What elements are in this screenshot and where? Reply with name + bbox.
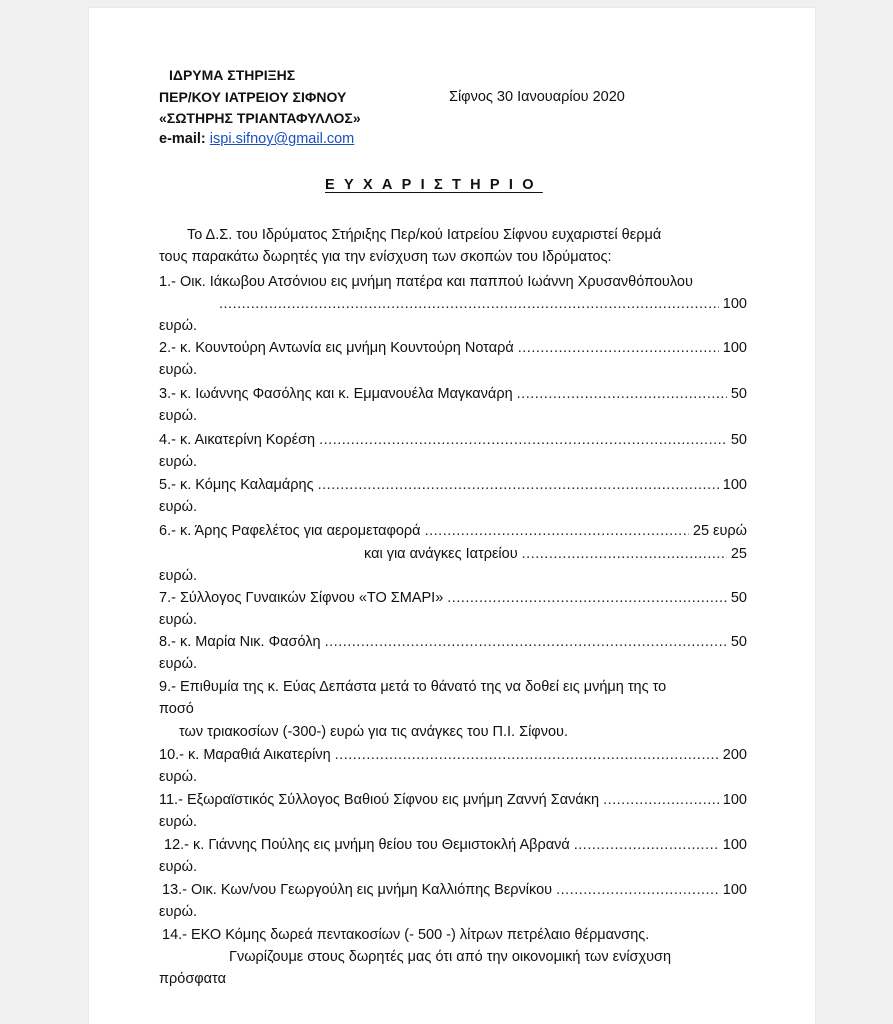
donor-11-currency: ευρώ. bbox=[159, 814, 197, 830]
donor-13-name: 13.- Οικ. Κων/νου Γεωργούλη εις μνήμη Καλλιόπης Βερνίκου bbox=[162, 882, 553, 898]
donor-6-currency: ευρώ. bbox=[159, 568, 197, 584]
donor-9-line-1: 9.- Επιθυμία της κ. Εύας Δεπάστα μετά το θάνατό της να δοθεί εις μνήμη της το bbox=[159, 679, 667, 695]
donor-10-currency: ευρώ. bbox=[159, 769, 197, 785]
donor-1-text: 1.- Οικ. Ιάκωβου Ατσόνιου εις μνήμη πατέρα και παππού Ιωάννη Χρυσανθόπουλου bbox=[159, 274, 693, 290]
donor-3-currency: ευρώ. bbox=[159, 408, 197, 424]
donor-2-amount: 100 bbox=[722, 340, 747, 356]
closing-line-2: πρόσφατα bbox=[159, 971, 226, 987]
donor-12-currency: ευρώ. bbox=[159, 859, 197, 875]
email-link[interactable]: ispi.sifnoy@gmail.com bbox=[209, 131, 355, 147]
donor-6b-amount: 25 bbox=[730, 546, 747, 562]
donor-7-row bbox=[159, 589, 747, 607]
closing-line-1: Γνωρίζουμε στους δωρητές μας ότι από την οικονομική των ενίσχυση bbox=[229, 949, 672, 965]
donor-5-name: 5.- κ. Κόμης Καλαμάρης bbox=[159, 477, 314, 493]
leader-dots bbox=[219, 295, 719, 313]
intro-line-1: Το Δ.Σ. του Ιδρύματος Στήριξης Περ/κού Ιατρείου Σίφνου ευχαριστεί θερμά bbox=[187, 227, 662, 243]
donor-2-currency: ευρώ. bbox=[159, 362, 197, 378]
donor-13-amount: 100 bbox=[722, 882, 747, 898]
donor-5-amount: 100 bbox=[722, 477, 747, 493]
donor-7-name: 7.- Σύλλογος Γυναικών Σίφνου «ΤΟ ΣΜΑΡΙ» bbox=[159, 590, 444, 606]
donor-8-row bbox=[159, 633, 747, 651]
donor-4-row bbox=[159, 431, 747, 449]
donor-12-name: 12.- κ. Γιάννης Πούλης εις μνήμη θείου του Θεμιστοκλή Αβρανά bbox=[164, 837, 570, 853]
donor-9-line-3: των τριακοσίων (-300-) ευρώ για τις ανάγκες του Π.Ι. Σίφνου. bbox=[179, 724, 568, 740]
org-name-line2: ΠΕΡ/ΚΟΥ ΙΑΤΡΕΙΟΥ ΣΙΦΝΟΥ bbox=[159, 89, 347, 105]
donor-13-currency: ευρώ. bbox=[159, 904, 197, 920]
donor-13-row bbox=[162, 881, 747, 899]
donor-11-row bbox=[159, 791, 747, 809]
donor-1-amount-row bbox=[219, 295, 747, 313]
leader-dots bbox=[319, 431, 727, 449]
donor-6-amount: 25 ευρώ bbox=[692, 523, 747, 539]
leader-dots bbox=[517, 385, 727, 403]
document-title: ΕΥΧΑΡΙΣΤΗΡΙΟ bbox=[325, 177, 543, 193]
leader-dots bbox=[556, 881, 719, 899]
leader-dots bbox=[574, 836, 719, 854]
donor-5-row bbox=[159, 476, 747, 494]
donor-14-text: 14.- ΕΚΟ Κόμης δωρεά πεντακοσίων (- 500 -) λίτρων πετρέλαιο θέρμανσης. bbox=[162, 927, 650, 943]
donor-1-amount: 100 bbox=[722, 296, 747, 312]
leader-dots bbox=[603, 791, 719, 809]
donor-6-name: 6.- κ. Άρης Ραφελέτος για αερομεταφορά bbox=[159, 523, 421, 539]
donor-8-currency: ευρώ. bbox=[159, 656, 197, 672]
donor-2-row bbox=[159, 339, 747, 357]
donor-3-name: 3.- κ. Ιωάννης Φασόλης και κ. Εμμανουέλα Μαγκανάρη bbox=[159, 386, 513, 402]
donor-4-amount: 50 bbox=[730, 432, 747, 448]
donor-9-line-2: ποσό bbox=[159, 701, 194, 717]
leader-dots bbox=[518, 339, 719, 357]
donor-11-amount: 100 bbox=[722, 792, 747, 808]
donor-10-name: 10.- κ. Μαραθιά Αικατερίνη bbox=[159, 747, 331, 763]
org-name-line1: ΙΔΡΥΜΑ ΣΤΗΡΙΞΗΣ bbox=[169, 67, 296, 83]
leader-dots bbox=[318, 476, 719, 494]
donor-7-amount: 50 bbox=[730, 590, 747, 606]
donor-3-row bbox=[159, 385, 747, 403]
document-page bbox=[89, 8, 815, 1024]
donor-1-currency: ευρώ. bbox=[159, 318, 197, 334]
leader-dots bbox=[522, 545, 727, 563]
donor-5-currency: ευρώ. bbox=[159, 499, 197, 515]
donor-3-amount: 50 bbox=[730, 386, 747, 402]
donor-11-name: 11.- Εξωραϊστικός Σύλλογος Βαθιού Σίφνου εις μνήμη Ζαννή Σανάκη bbox=[159, 792, 600, 808]
donor-8-name: 8.- κ. Μαρία Νικ. Φασόλη bbox=[159, 634, 321, 650]
donor-4-name: 4.- κ. Αικατερίνη Κορέση bbox=[159, 432, 316, 448]
email-label: e-mail: bbox=[159, 131, 206, 147]
donor-6-row bbox=[159, 522, 747, 540]
donor-4-currency: ευρώ. bbox=[159, 454, 197, 470]
leader-dots bbox=[335, 746, 719, 764]
donor-7-currency: ευρώ. bbox=[159, 612, 197, 628]
donor-2-name: 2.- κ. Κουντούρη Αντωνία εις μνήμη Κουντούρη Νοταρά bbox=[159, 340, 514, 356]
leader-dots bbox=[325, 633, 727, 651]
org-name-line3: «ΣΩΤΗΡΗΣ ΤΡΙΑΝΤΑΦΥΛΛΟΣ» bbox=[159, 110, 361, 126]
document-date: Σίφνος 30 Ιανουαρίου 2020 bbox=[449, 89, 625, 105]
donor-6b-label: και για ανάγκες Ιατρείου bbox=[364, 546, 518, 562]
intro-line-2: τους παρακάτω δωρητές για την ενίσχυση των σκοπών του Ιδρύματος: bbox=[159, 249, 612, 265]
donor-10-amount: 200 bbox=[722, 747, 747, 763]
donor-12-amount: 100 bbox=[722, 837, 747, 853]
donor-8-amount: 50 bbox=[730, 634, 747, 650]
donor-6b-row bbox=[364, 545, 747, 563]
org-email bbox=[159, 130, 354, 148]
leader-dots bbox=[447, 589, 727, 607]
donor-12-row bbox=[164, 836, 747, 854]
document-content bbox=[89, 8, 815, 1024]
donor-10-row bbox=[159, 746, 747, 764]
leader-dots bbox=[425, 522, 689, 540]
